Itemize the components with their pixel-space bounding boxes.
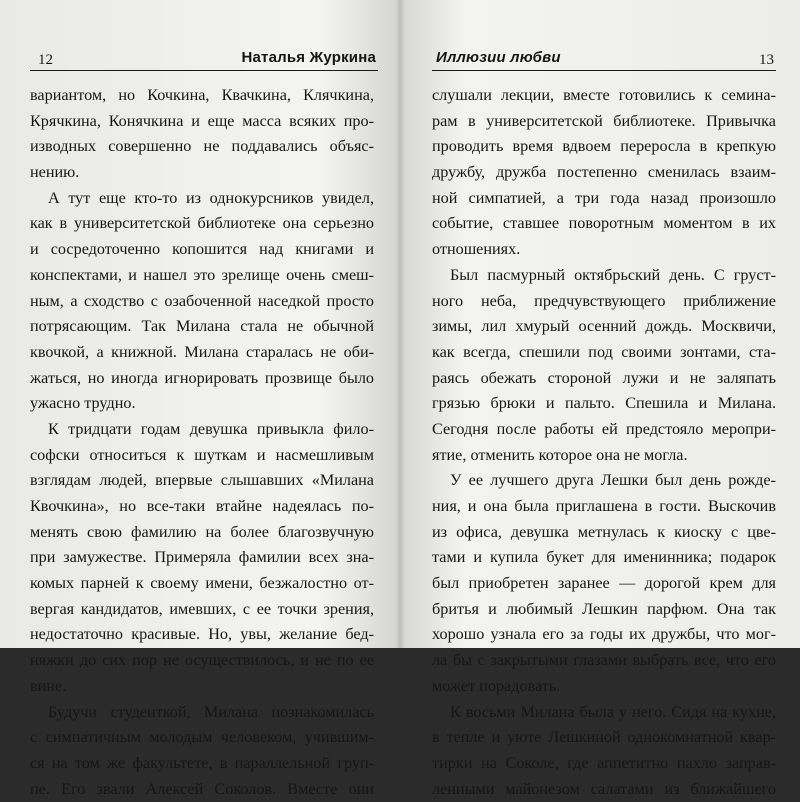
right-page-text <box>432 83 776 802</box>
text-line: хорошо узнала его за годы их дружбы, что мог- <box>432 625 776 644</box>
text-line: ной симпатией, а три года назад произошло <box>432 188 776 207</box>
text-line: событие, ставшее поворотным моментом в их <box>432 214 776 233</box>
left-page-text <box>30 83 374 802</box>
text-line: У ее лучшего друга Лешки был день рожде- <box>450 471 776 490</box>
text-line: и сосредоточенно копошится над книгами и <box>30 240 374 259</box>
text-line: в тепле и уюте Лешкиной однокомнатной квар- <box>432 728 776 747</box>
text-line: ся на том же факультете, в параллельной груп- <box>30 753 374 772</box>
running-title-book: Иллюзии любви <box>436 49 561 66</box>
text-line: при замужестве. Примеряла фамилии всех зна- <box>30 548 374 567</box>
left-page <box>0 0 400 798</box>
text-line: раясь обежать стороной лужи и не заляпать <box>432 368 776 387</box>
text-line: ленными майонезом салатами из ближайшего <box>432 779 776 798</box>
text-line: тами и купила букет для именинника; подарок <box>432 548 776 567</box>
text-line: А тут еще кто-то из однокурсников увидел, <box>48 188 374 207</box>
text-line: из офиса, девушка метнулась к киоску с цве- <box>432 522 776 541</box>
text-line: менять свою фамилию на более благозвучную <box>30 522 374 541</box>
text-line: потрясающим. Так Милана стала не обычной <box>30 317 374 336</box>
header-rule <box>432 70 776 71</box>
text-line: слушали лекции, вместе готовились к семина- <box>432 86 776 104</box>
text-line: ным, а сходство с озабоченной наседкой просто <box>30 291 374 310</box>
text-line: Сегодня после работы ей предстояло меропри- <box>432 419 776 438</box>
text-line: проводить время вдвоем переросла в крепкую <box>432 137 776 156</box>
text-line: тирки на Соколе, где аппетитно пахло заправ- <box>432 753 776 772</box>
text-line: Квочкина», но все-таки втайне надеялась по- <box>30 497 374 515</box>
text-line: бритья и любимый Лешкин парфюм. Она так <box>432 599 776 618</box>
text-line: К тридцати годам девушка привыкла фило- <box>48 419 374 438</box>
text-line: К восьми Милана была у него. Сидя на кухне, <box>450 702 776 721</box>
text-line: нению. <box>30 163 80 182</box>
text-line: как в университетской библиотеке она серьезно <box>30 214 374 233</box>
text-line: ного неба, предчувствующего приближение <box>432 291 776 310</box>
text-line: отношениях. <box>432 240 521 259</box>
text-line: пе. Его звали Алексей Соколов. Вместе они <box>30 779 374 798</box>
text-line: софски относиться к шуткам и насмешливым <box>30 445 374 464</box>
page-number: 13 <box>759 52 774 68</box>
left-page-header <box>30 48 378 70</box>
text-line: вариантом, но Кочкина, Квачкина, Клячкина, <box>30 86 374 104</box>
text-line: изводных совершенно не поддавались объяс- <box>30 137 374 156</box>
text-line: взглядам людей, впервые слышавших «Милана <box>30 471 374 490</box>
text-line: жаться, но иногда игнорировать прозвище было <box>30 368 374 387</box>
text-line: ния, и она была приглашена в гости. Выскочив <box>432 497 776 515</box>
text-line: квочкой, а книжной. Милана старалась не оби- <box>30 342 374 361</box>
text-line: вергая кандидатов, имевших, с ее точки зрения, <box>30 599 374 618</box>
text-line: Был пасмурный октябрьский день. С груст- <box>450 265 776 284</box>
text-line: недостаточно красивые. Но, увы, желание бед- <box>30 625 374 644</box>
text-line: был приобретен заранее — дорогой крем для <box>432 574 776 593</box>
text-line: ла бы с закрытыми глазами выбрать все, что его <box>432 651 776 670</box>
text-line: комых парней к своему имени, безжалостно от- <box>30 574 374 593</box>
text-line: Будучи студенткой, Милана познакомилась <box>48 702 374 721</box>
page-number: 12 <box>38 52 53 68</box>
text-line: может порадовать. <box>432 676 561 695</box>
text-line: грязью брюки и пальто. Спешила и Милана. <box>432 394 776 413</box>
text-line: ятие, отменить которое она не могла. <box>432 445 688 464</box>
text-line: Крячкина, Конячкина и еще масса всяких про- <box>30 111 374 130</box>
text-line: зимы, лил хмурый осенний дождь. Москвичи, <box>432 317 776 336</box>
text-line: вине. <box>30 676 67 695</box>
right-page <box>404 0 800 798</box>
text-line: ужасно трудно. <box>30 394 136 413</box>
text-line: с симпатичным молодым человеком, учившим- <box>30 728 374 747</box>
right-page-header <box>432 48 776 70</box>
text-line: рам в университетской библиотеке. Привычка <box>432 111 776 130</box>
text-line: конспектами, и нашел это зрелище очень смеш- <box>30 265 374 284</box>
text-line: как всегда, спешили под своими зонтами, ста- <box>432 342 776 361</box>
text-line: няжки до сих пор не осуществилось, и не по ее <box>30 651 374 670</box>
header-rule <box>30 70 378 71</box>
running-title-author: Наталья Журкина <box>241 49 376 66</box>
text-line: дружбу, дружба постепенно сменилась взаим- <box>432 163 776 182</box>
